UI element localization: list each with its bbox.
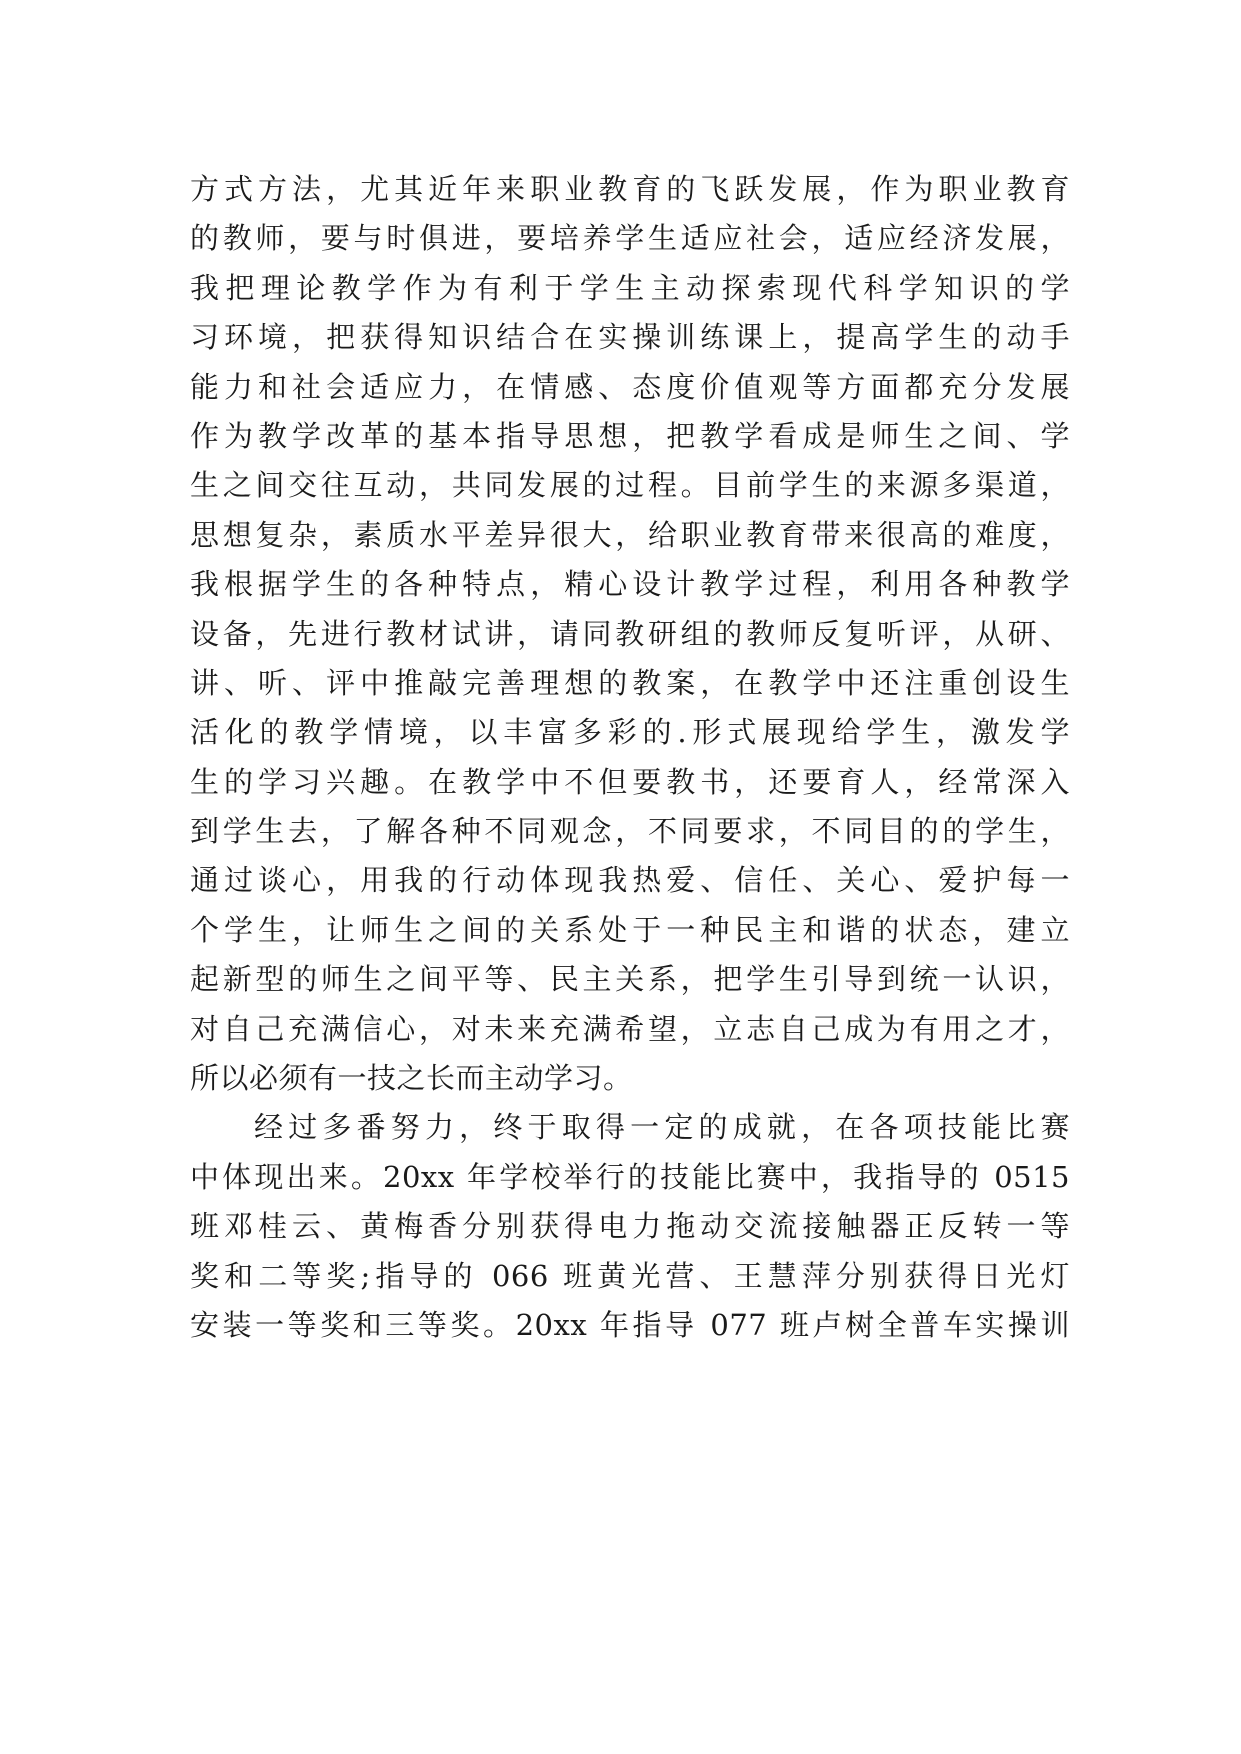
text-line: 习环境，把获得知识结合在实操训练课上，提高学生的动手 xyxy=(190,320,1070,355)
text-line: 思想复杂，素质水平差异很大，给职业教育带来很高的难度， xyxy=(190,517,1070,552)
body-text xyxy=(190,165,1070,1350)
text-line: 设备，先进行教材试讲，请同教研组的教师反复听评，从研、 xyxy=(190,616,1070,651)
text-line: 我根据学生的各种特点，精心设计教学过程，利用各种教学 xyxy=(190,567,1070,602)
text-line: 通过谈心，用我的行动体现我热爱、信任、关心、爱护每一 xyxy=(190,863,1070,898)
text-line: 对自己充满信心，对未来充满希望，立志自己成为有用之才， xyxy=(190,1011,1070,1046)
text-line: 生的学习兴趣。在教学中不但要教书，还要育人，经常深入 xyxy=(190,764,1070,799)
text-line: 方式方法，尤其近年来职业教育的飞跃发展，作为职业教育 xyxy=(190,172,1070,206)
text-line: 活化的教学情境，以丰富多彩的.形式展现给学生，激发学 xyxy=(190,715,1070,750)
text-line: 中体现出来。20xx 年学校举行的技能比赛中，我指导的 0515 xyxy=(190,1159,1070,1194)
text-line: 起新型的师生之间平等、民主关系，把学生引导到统一认识， xyxy=(190,962,1070,997)
text-line: 个学生，让师生之间的关系处于一种民主和谐的状态，建立 xyxy=(190,912,1070,947)
text-line: 的教师，要与时俱进，要培养学生适应社会，适应经济发展， xyxy=(190,221,1070,256)
text-line: 作为教学改革的基本指导思想，把教学看成是师生之间、学 xyxy=(190,418,1070,453)
text-line: 生之间交往互动，共同发展的过程。目前学生的来源多渠道， xyxy=(190,468,1070,503)
text-line: 讲、听、评中推敲完善理想的教案，在教学中还注重创设生 xyxy=(190,665,1070,700)
paragraph-end-line: 所以必须有一技之长而主动学习。 xyxy=(190,1061,633,1096)
text-line: 到学生去，了解各种不同观念，不同要求，不同目的的学生， xyxy=(190,814,1070,849)
paragraph-start-line: 经过多番努力，终于取得一定的成就，在各项技能比赛 xyxy=(254,1110,1070,1145)
text-line: 班邓桂云、黄梅香分别获得电力拖动交流接触器正反转一等 xyxy=(190,1209,1070,1244)
text-line: 我把理论教学作为有利于学生主动探索现代科学知识的学 xyxy=(190,270,1070,305)
text-line: 安装一等奖和三等奖。20xx 年指导 077 班卢树全普车实操训 xyxy=(190,1307,1070,1342)
text-line: 能力和社会适应力，在情感、态度价值观等方面都充分发展 xyxy=(190,369,1070,404)
text-line: 奖和二等奖;指导的 066 班黄光营、王慧萍分别获得日光灯 xyxy=(190,1258,1070,1293)
